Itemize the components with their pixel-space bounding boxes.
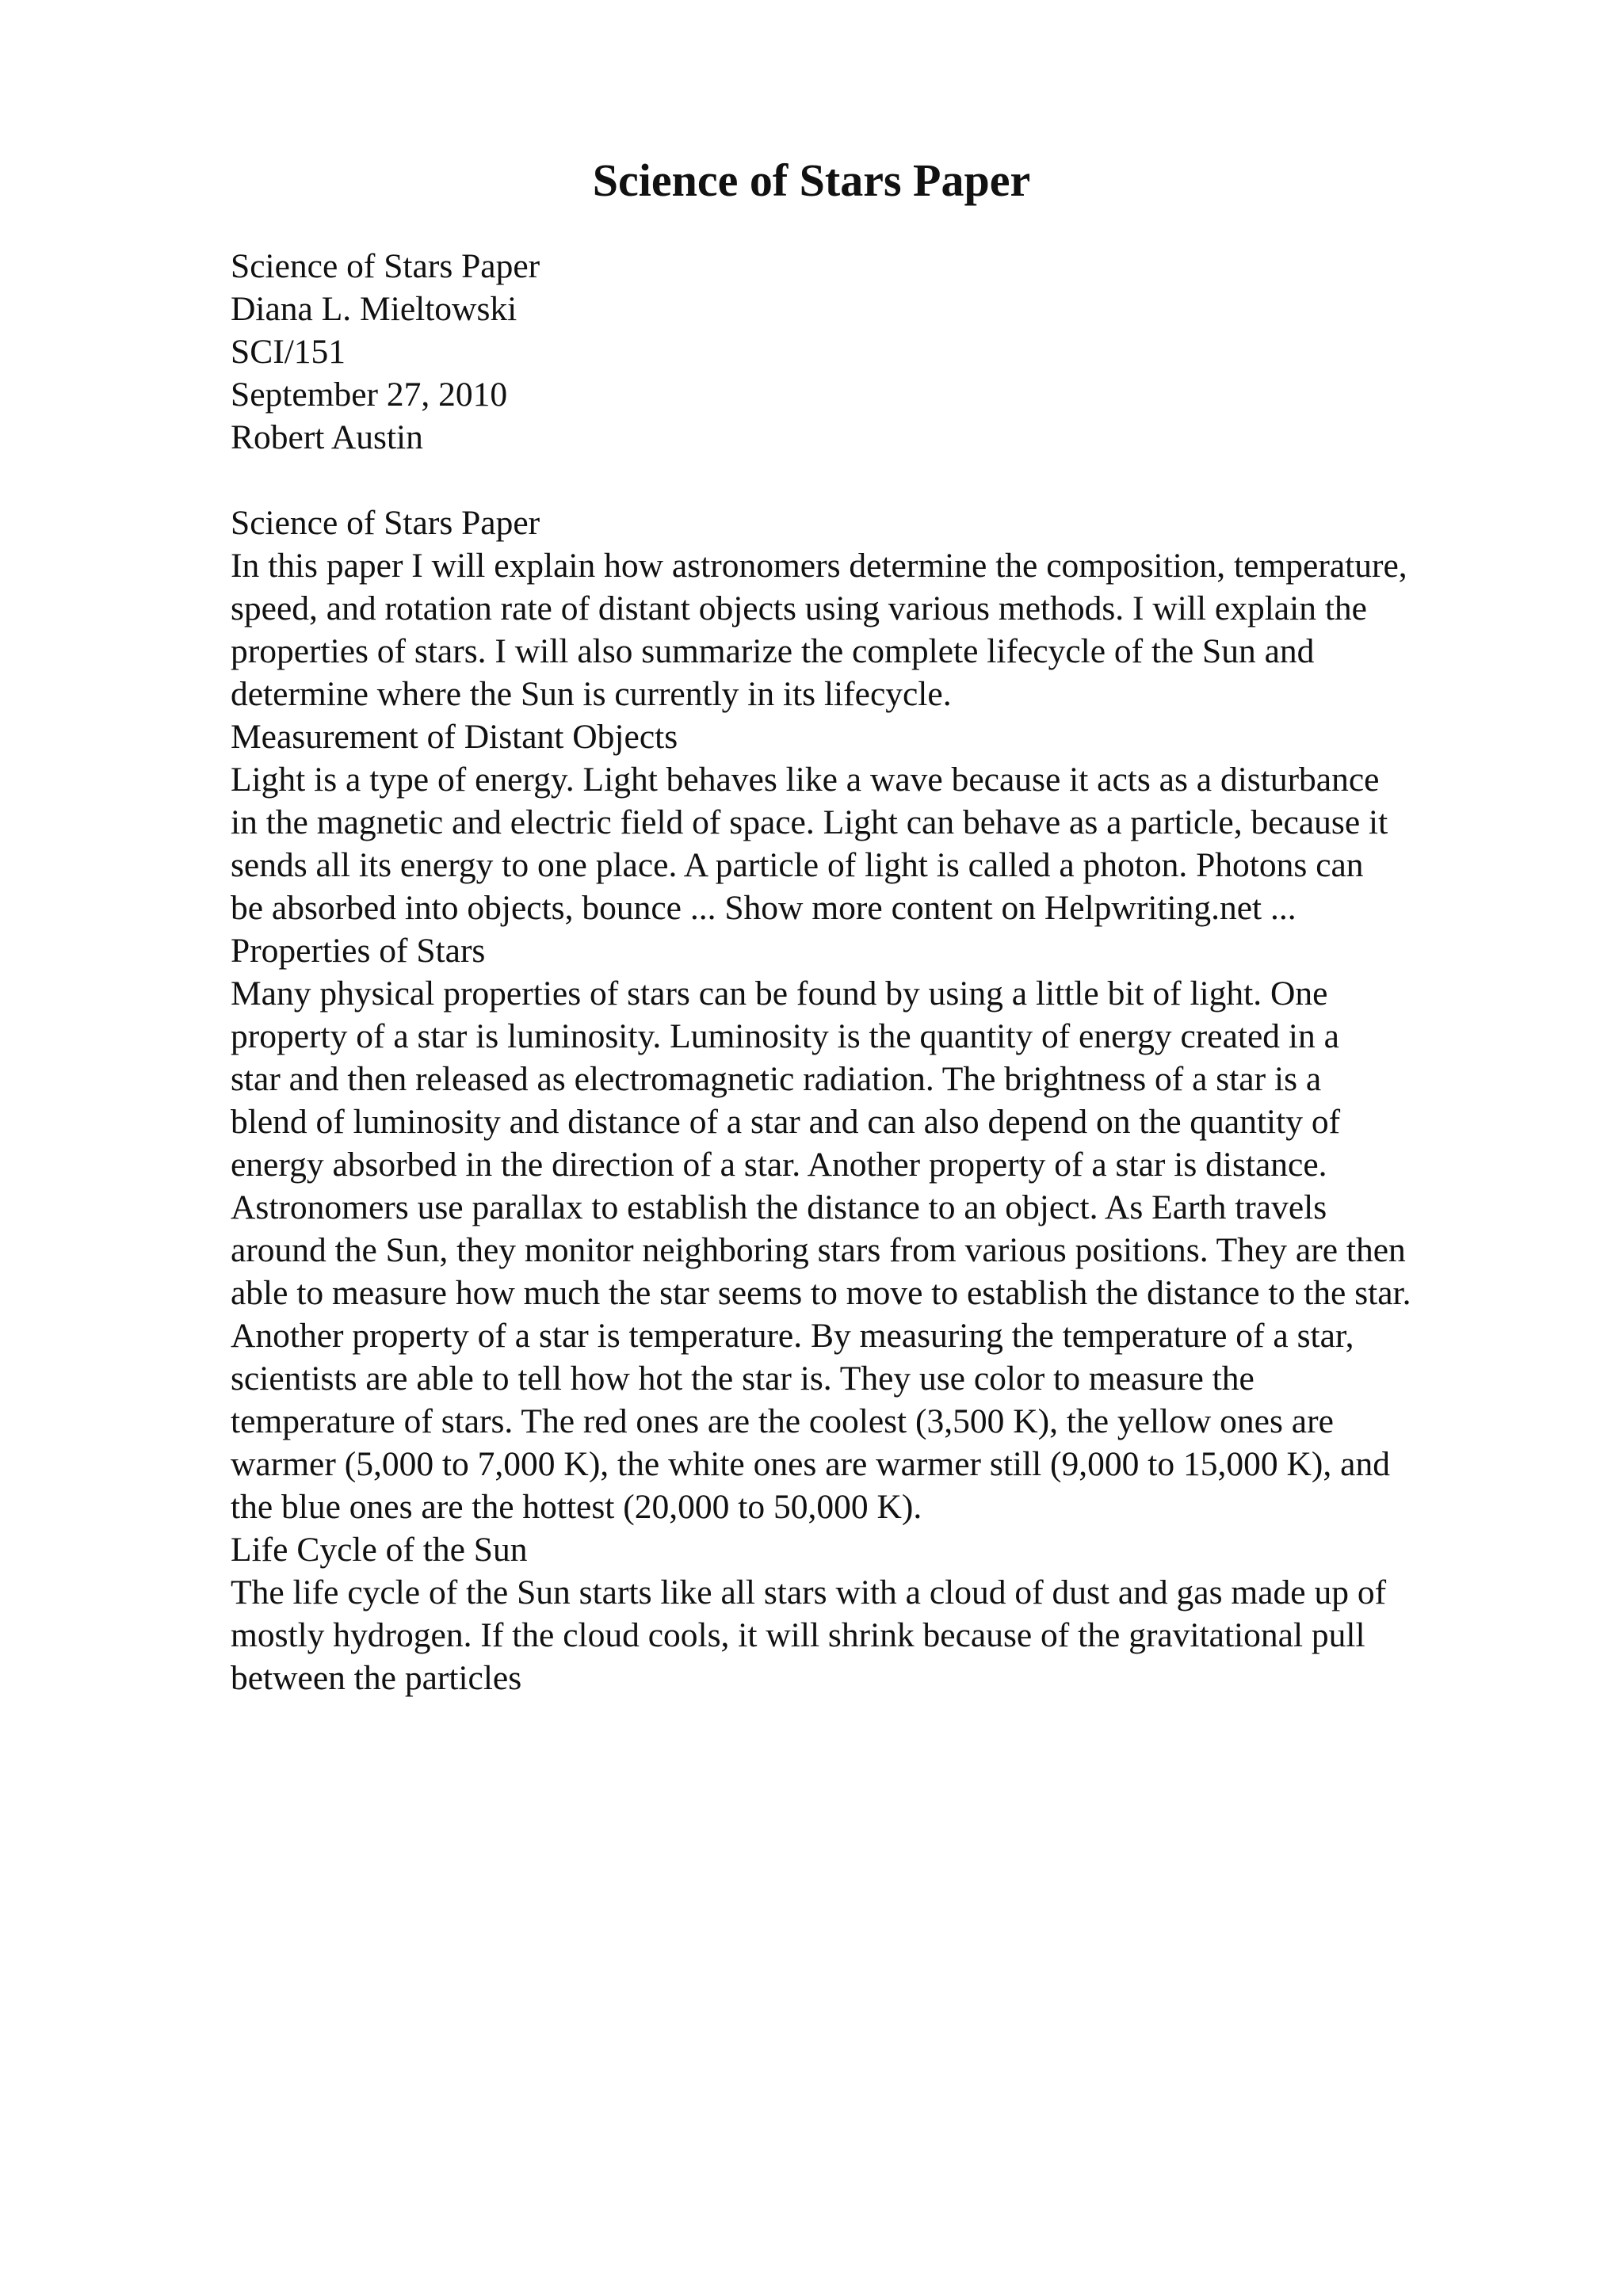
paragraph-line: around the Sun, they monitor neighboring stars from various positions. They are then: [231, 1231, 1406, 1269]
paragraph-line: star and then released as electromagnetic radiation. The brightness of a star is a: [231, 1060, 1322, 1098]
paragraph-line: warmer (5,000 to 7,000 K), the white ones are warmer still (9,000 to 15,000 K), and: [231, 1445, 1390, 1483]
header-block: [231, 245, 1514, 459]
paragraph-line: blend of luminosity and distance of a star and can also depend on the quantity of: [231, 1103, 1341, 1141]
paragraph-line: In this paper I will explain how astronomers determine the composition, temperature,: [231, 547, 1407, 585]
header-line-instructor: Robert Austin: [231, 418, 423, 456]
paragraph-line: Astronomers use parallax to establish the distance to an object. As Earth travels: [231, 1188, 1327, 1226]
paragraph-line: mostly hydrogen. If the cloud cools, it will shrink because of the gravitational pull: [231, 1616, 1365, 1654]
section-heading-life-cycle: Life Cycle of the Sun: [231, 1531, 528, 1569]
header-line-course: SCI/151: [231, 333, 346, 371]
header-line-date: September 27, 2010: [231, 376, 508, 414]
paragraph-line: Many physical properties of stars can be found by using a little bit of light. One: [231, 974, 1328, 1013]
paragraph-line: speed, and rotation rate of distant objects using various methods. I will explain the: [231, 589, 1367, 627]
section-heading-intro: Science of Stars Paper: [231, 504, 540, 542]
paragraph-line: property of a star is luminosity. Luminosity is the quantity of energy created in a: [231, 1017, 1339, 1055]
paragraph-line: scientists are able to tell how hot the star is. They use color to measure the: [231, 1360, 1254, 1398]
paragraph-line: be absorbed into objects, bounce ... Show more content on Helpwriting.net ...: [231, 889, 1296, 927]
document-title: Science of Stars Paper: [592, 154, 1031, 206]
document-body: [231, 245, 1514, 1699]
paragraph-line: Another property of a star is temperature. By measuring the temperature of a star,: [231, 1317, 1354, 1355]
paragraph-line: determine where the Sun is currently in its lifecycle.: [231, 675, 952, 713]
header-line-paper-title: Science of Stars Paper: [231, 247, 540, 285]
paragraph-line: temperature of stars. The red ones are the coolest (3,500 K), the yellow ones are: [231, 1402, 1334, 1440]
paragraph-gap: [231, 459, 1514, 502]
paragraph-line: in the magnetic and electric field of space. Light can behave as a particle, because it: [231, 803, 1388, 841]
paragraph-line: between the particles: [231, 1659, 522, 1697]
paragraph-line: Light is a type of energy. Light behaves like a wave because it acts as a disturbance: [231, 761, 1380, 799]
paragraph-line: able to measure how much the star seems to move to establish the distance to the star.: [231, 1274, 1411, 1312]
section-heading-properties: Properties of Stars: [231, 932, 486, 970]
paragraph-line: properties of stars. I will also summarize the complete lifecycle of the Sun and: [231, 632, 1315, 670]
paragraph-line: The life cycle of the Sun starts like all stars with a cloud of dust and gas made up of: [231, 1573, 1387, 1611]
section-heading-measurement: Measurement of Distant Objects: [231, 718, 678, 756]
paragraph-line: energy absorbed in the direction of a star. Another property of a star is distance.: [231, 1146, 1327, 1184]
paragraph-line: sends all its energy to one place. A particle of light is called a photon. Photons can: [231, 846, 1364, 884]
header-line-author: Diana L. Mieltowski: [231, 290, 517, 328]
body-block: [231, 502, 1514, 1699]
paragraph-line: the blue ones are the hottest (20,000 to 50,000 K).: [231, 1488, 922, 1526]
